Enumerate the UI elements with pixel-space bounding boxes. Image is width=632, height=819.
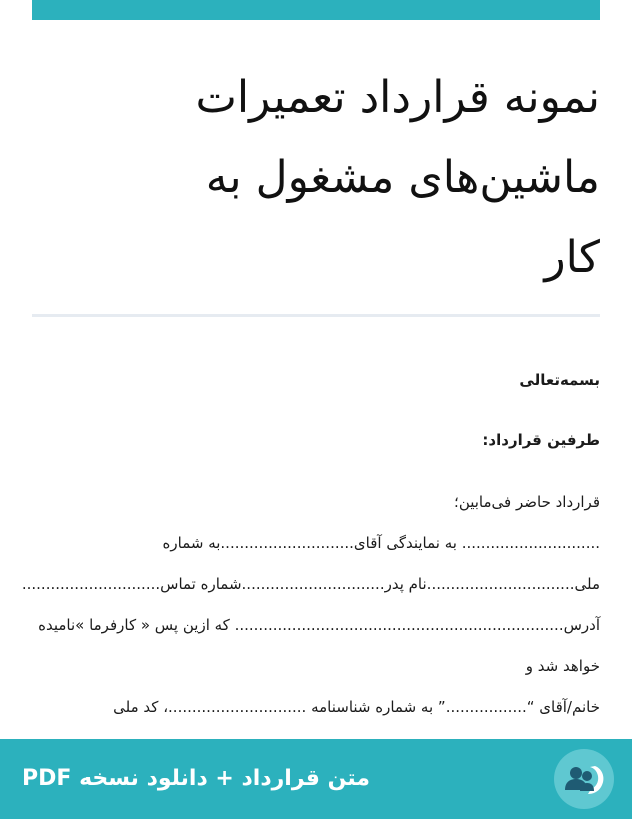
title-line-1: نمونه قرارداد تعمیرات [195,72,600,123]
contract-line: خانم/آقای “.................” به شماره شناسنامه .............................، کد ملی [113,698,600,716]
page-title [32,58,600,298]
title-divider [32,314,600,317]
people-chat-icon[interactable] [554,749,614,809]
contract-body [21,360,600,728]
top-accent-bar [32,0,600,20]
contract-line: ............................. به نمایندگی آقای............................به شماره [162,534,600,552]
title-line-3: کار [544,232,600,283]
contract-line: خواهد شد و [525,657,600,675]
contract-line: آدرس..................................................................... که ازین پس « کارفرما »نامیده [38,616,600,634]
title-line-2: ماشین‌های مشغول به [205,152,600,203]
download-cta-text[interactable]: متن قرارداد + دانلود نسخه PDF [22,766,370,791]
bismillah-heading: بسمه‌تعالی [519,371,600,389]
download-banner[interactable] [0,739,632,819]
contract-line: قرارداد حاضر فی‌مابین؛ [454,493,600,511]
parties-heading: طرفین قرارداد: [482,431,600,449]
contract-line: ملی...............................نام پدر..............................شماره تماس............................. [21,575,600,593]
